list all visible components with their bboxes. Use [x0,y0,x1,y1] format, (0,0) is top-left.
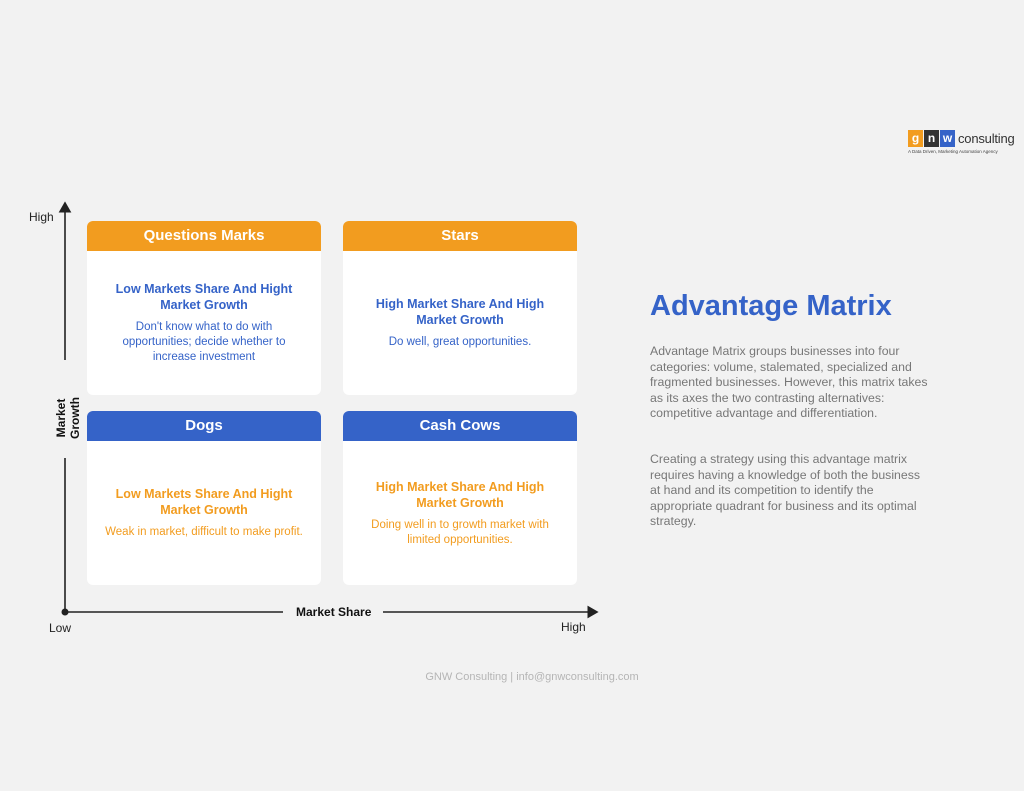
description-paragraph-2: Creating a strategy using this advantage matrix requires having a knowledge of both the business at hand and its competition to identify the appropriate quadrant for business and its optimal strategy. [650,452,921,529]
quadrant-title: Dogs [87,411,321,441]
footer-contact: GNW Consulting | info@gnwconsulting.com [425,671,639,683]
description-paragraph-1: Advantage Matrix groups businesses into four categories: volume, stalemated, specialized and fragmented businesses. However, this matrix takes as its axes the two contrasting alternatives: competitive advantage and differentiation. [650,344,928,421]
axis-origin-dot [62,609,69,616]
quadrant-dogs [87,411,321,585]
quadrant-stars [343,221,577,395]
logo-letter-n: n [924,130,939,147]
x-axis-high-label: High [561,620,586,634]
quadrant-subtitle: High Market Share And High Market Growth [375,297,545,327]
quadrant-title: Questions Marks [87,221,321,251]
quadrant-subtitle: Low Markets Share And Hight Market Growth [115,487,293,517]
quadrant-cash-cows [343,411,577,585]
quadrant-title: Stars [343,221,577,251]
quadrant-subtitle: Low Markets Share And Hight Market Growth [115,282,293,312]
quadrant-description: Don't know what to do with opportunities; decide whether to increase investment [122,321,286,363]
y-axis-high-label: High [29,210,54,224]
logo-letter-w: w [940,130,955,147]
quadrant-question-marks [87,221,321,395]
quadrant-description: Do well, great opportunities. [388,336,532,348]
logo-tagline: A Data Driven, Marketing Automation Agency [908,149,998,154]
quadrant-description: Weak in market, difficult to make profit. [105,526,303,538]
page-title: Advantage Matrix [650,290,892,322]
y-axis-title: Market Growth [54,397,82,439]
x-axis-title: Market Share [296,605,372,619]
quadrant-title: Cash Cows [343,411,577,441]
quadrant-description: Doing well in to growth market with limited opportunities. [371,518,549,546]
logo-word: consulting [958,131,1015,146]
logo-letter-g: g [908,130,923,147]
x-axis-low-label: Low [49,621,72,635]
quadrant-subtitle: High Market Share And High Market Growth [375,479,545,510]
